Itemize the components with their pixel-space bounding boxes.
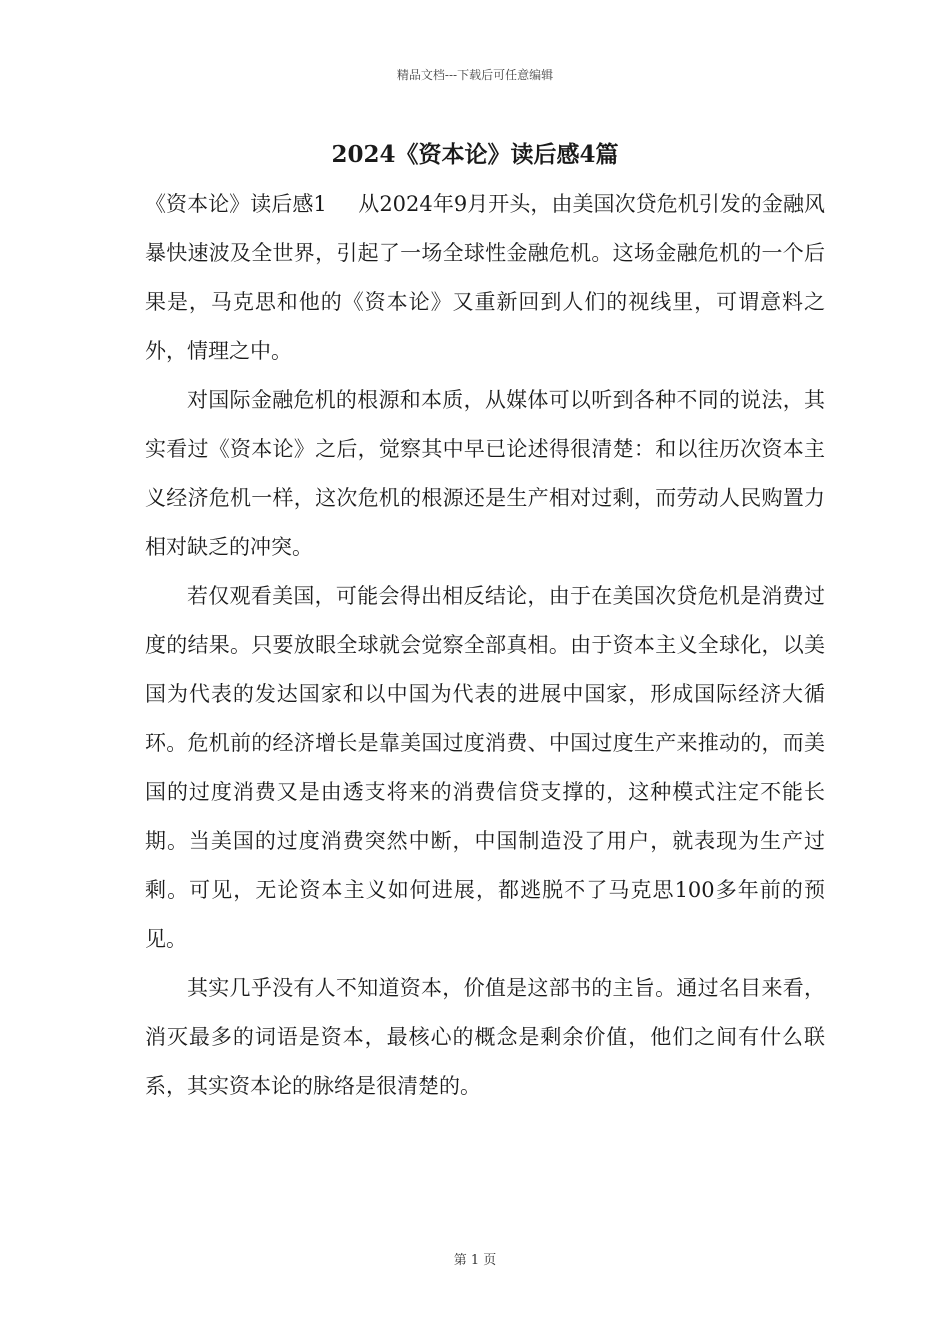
document-title: 2024《资本论》读后感4篇 bbox=[331, 141, 619, 168]
paragraph-4: 其实几乎没有人不知道资本，价值是这部书的主旨。通过名目来看，消灭最多的词语是资本，最核心的概念是剩余价值，他们之间有什么联系，其实资本论的脉络是很清楚的。 bbox=[145, 976, 825, 1098]
paragraph-2: 对国际金融危机的根源和本质，从媒体可以听到各种不同的说法，其实看过《资本论》之后，觉察其中早已论述得很清楚：和以往历次资本主义经济危机一样，这次危机的根源还是生产相对过剩，而劳动人民购置力相对缺乏的冲突。 bbox=[145, 388, 825, 559]
paragraph-3: 若仅观看美国，可能会得出相反结论，由于在美国次贷危机是消费过度的结果。只要放眼全球就会觉察全部真相。由于资本主义全球化，以美国为代表的发达国家和以中国为代表的进展中国家，形成国际经济大循环。危机前的经济增长是靠美国过度消费、中国过度生产来推动的，而美国的过度消费又是由透支将来的消费信贷支撑的，这种模式注定不能长期。当美国的过度消费突然中断，中国制造没了用户，就表现为生产过剩。可见，无论资本主义如何进展，都逃脱不了马克思100多年前的预见。 bbox=[145, 584, 825, 951]
page-number: 第 1 页 bbox=[453, 1253, 497, 1268]
section-lead-label: 《资本论》读后感1 bbox=[145, 192, 327, 216]
document-body bbox=[145, 180, 825, 1111]
page-header-note: 精品文档---下载后可任意编辑 bbox=[396, 68, 554, 82]
paragraph-1-text: 从2024年9月开头，由美国次贷危机引发的金融风暴快速波及全世界，引起了一场全球性金融危机。这场金融危机的一个后果是，马克思和他的《资本论》又重新回到人们的视线里，可谓意料之外，情理之中。 bbox=[145, 192, 825, 363]
paragraph-1 bbox=[145, 180, 825, 376]
